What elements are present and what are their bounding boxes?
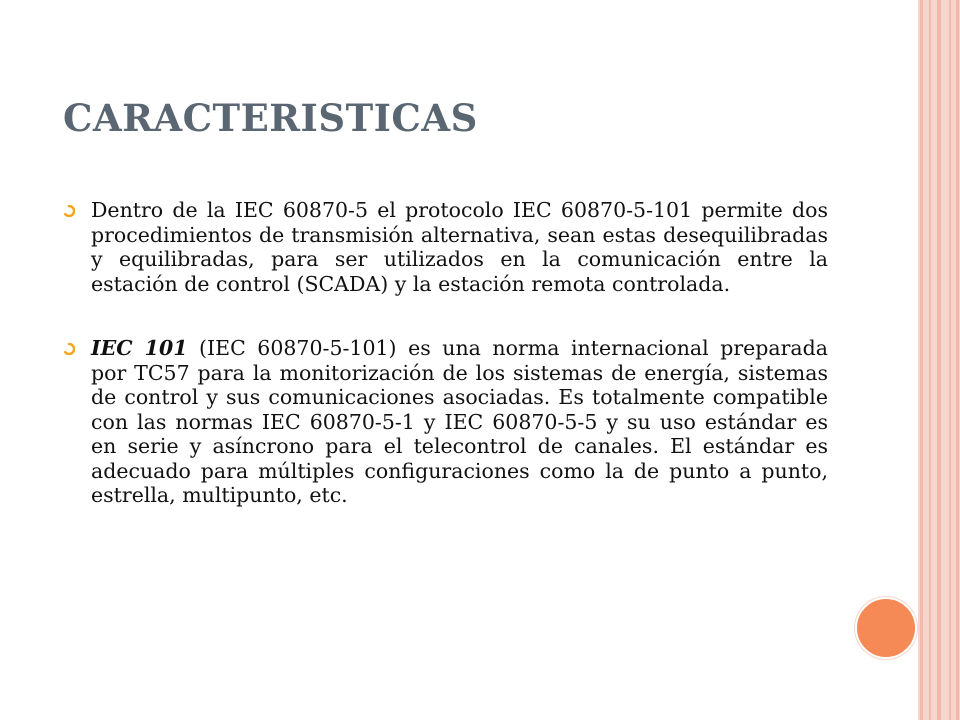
bullet-item <box>62 198 828 296</box>
ring-bullet-icon <box>63 343 75 355</box>
bullet-list <box>62 198 828 508</box>
band-stripe <box>956 0 959 720</box>
band-stripe <box>929 0 931 720</box>
bullet-term: IEC 101 <box>91 336 188 360</box>
bullet-text: Dentro de la IEC 60870-5 el protocolo IEC 60870-5-101 permite dos procedimientos de transmisión alternativa, sean estas desequilibradas y equilibradas, para ser utilizados en la comunicación entre la estación de control (SCADA) y la estación remota controlada. <box>91 198 828 296</box>
bullet-item <box>62 336 828 508</box>
bullet-text: (IEC 60870-5-101) es una norma internacional preparada por TC57 para la monitorización de los sistemas de energía, sistemas de control y sus comunicaciones asociadas. Es totalmente compatible con las normas IEC 60870-5-1 y IEC 60870-5-5 y su uso estándar es en serie y asíncrono para el telecontrol de canales. El estándar es adecuado para múltiples configuraciones como la de punto a punto, estrella, multipunto, etc. <box>91 336 828 507</box>
band-stripe <box>920 0 923 720</box>
slide-title: CARACTERISTICAS <box>63 96 478 140</box>
band-stripe <box>937 0 941 720</box>
orange-circle-decoration <box>855 597 917 659</box>
band-stripe <box>949 0 951 720</box>
ring-bullet-icon <box>63 205 75 217</box>
